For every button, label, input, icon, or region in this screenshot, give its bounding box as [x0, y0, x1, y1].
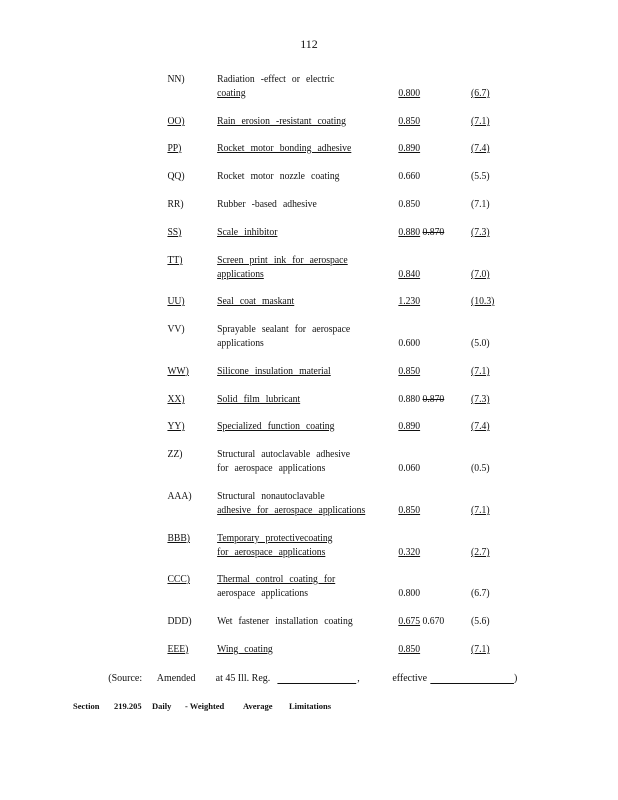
item-description: Scale inhibitor: [217, 227, 278, 238]
item-description: Temporary protectivecoating: [217, 533, 333, 544]
source-effective: effective: [392, 673, 428, 684]
item-code: CCC): [167, 574, 190, 585]
item-converted: (7.0): [471, 269, 490, 280]
item-code: UU): [167, 296, 185, 307]
item-description: Radiation -effect or electric: [217, 74, 335, 85]
item-code: ZZ): [167, 449, 183, 460]
item-converted: (7.1): [471, 366, 490, 377]
item-description: Rocket motor nozzle coating: [217, 171, 340, 182]
register-blank: [277, 673, 356, 684]
item-code: WW): [167, 366, 189, 377]
item-code: VV): [167, 324, 185, 335]
item-description: Sprayable sealant for aerospace: [217, 324, 351, 335]
effective-blank: [430, 673, 514, 684]
item-value: 0.060: [398, 463, 421, 474]
item-converted: (7.1): [471, 116, 490, 127]
item-value: 0.600: [398, 338, 421, 349]
item-description: Wing coating: [217, 644, 273, 655]
item-value: 0.890: [398, 421, 421, 432]
item-code: EEE): [167, 644, 189, 655]
source-amended: Amended: [156, 673, 196, 684]
item-converted: (7.3): [471, 227, 490, 238]
item-converted: (6.7): [471, 88, 490, 99]
item-converted: (7.1): [471, 199, 490, 210]
item-converted: (7.4): [471, 143, 490, 154]
item-value-struck: 0.870: [422, 394, 445, 405]
item-value: 1.230: [398, 296, 421, 307]
item-code: QQ): [167, 171, 185, 182]
item-value: 0.850: [398, 366, 421, 377]
item-description: Rain erosion -resistant coating: [217, 116, 346, 127]
item-value: 0.850: [398, 116, 421, 127]
item-code: AAA): [167, 491, 192, 502]
item-description: Screen print ink for aerospace: [217, 255, 348, 266]
section-number: 219.205: [114, 701, 142, 711]
source-register: at 45 Ill. Reg.: [215, 673, 271, 684]
item-description-line2: applications: [217, 338, 264, 349]
item-value: 0.850: [398, 644, 421, 655]
page-number: 112: [300, 37, 318, 51]
item-value: 0.850: [398, 199, 421, 210]
section-word-3: Average: [243, 701, 273, 711]
item-code: OO): [167, 116, 185, 127]
section-word-1: Daily: [152, 701, 172, 711]
item-converted: (7.4): [471, 421, 490, 432]
section-word-4: Limitations: [289, 701, 332, 711]
item-converted: (5.6): [471, 616, 490, 627]
source-open: (Source:: [108, 673, 143, 684]
item-value: 0.850: [398, 505, 421, 516]
item-value: 0.800: [398, 88, 421, 99]
item-description-line2: adhesive for aerospace applications: [217, 505, 366, 516]
item-code: YY): [167, 421, 185, 432]
item-value: 0.675: [398, 616, 421, 627]
item-value: 0.800: [398, 588, 421, 599]
item-description: Thermal control coating for: [217, 574, 336, 585]
item-code: TT): [167, 255, 183, 266]
item-description-line2: applications: [217, 269, 264, 280]
item-value: 0.840: [398, 269, 421, 280]
source-comma: ,: [357, 673, 360, 684]
item-description-line2: for aerospace applications: [217, 547, 326, 558]
item-value-extra: 0.670: [422, 616, 445, 627]
item-description: Structural autoclavable adhesive: [217, 449, 351, 460]
item-converted: (5.0): [471, 338, 490, 349]
item-value-struck: 0.870: [422, 227, 445, 238]
item-description: Solid film lubricant: [217, 394, 301, 405]
item-description: Wet fastener installation coating: [217, 616, 353, 627]
item-converted: (7.1): [471, 644, 490, 655]
item-value: 0.320: [398, 547, 421, 558]
item-code: SS): [167, 227, 182, 238]
item-value: 0.880: [398, 227, 421, 238]
section-label: Section: [73, 701, 100, 711]
item-converted: (5.5): [471, 171, 490, 182]
item-description: Silicone insulation material: [217, 366, 331, 377]
item-code: XX): [167, 394, 185, 405]
item-description: Rubber -based adhesive: [217, 199, 317, 210]
item-code: PP): [167, 143, 182, 154]
item-value: 0.660: [398, 171, 421, 182]
item-description-line2: aerospace applications: [217, 588, 308, 599]
item-converted: (7.1): [471, 505, 490, 516]
item-value: 0.880: [398, 394, 421, 405]
item-value: 0.890: [398, 143, 421, 154]
item-code: NN): [167, 74, 185, 85]
item-description: Seal coat maskant: [217, 296, 295, 307]
source-close: ): [513, 673, 518, 684]
item-description-line2: for aerospace applications: [217, 463, 326, 474]
item-converted: (2.7): [471, 547, 490, 558]
item-converted: (6.7): [471, 588, 490, 599]
item-converted: (7.3): [471, 394, 490, 405]
item-code: BBB): [167, 533, 190, 544]
item-converted: (0.5): [471, 463, 490, 474]
item-description: Structural nonautoclavable: [217, 491, 325, 502]
item-description: Specialized function coating: [217, 421, 335, 432]
item-description: Rocket motor bonding adhesive: [217, 143, 352, 154]
item-description-line2: coating: [217, 88, 246, 99]
section-word-2: - Weighted: [185, 701, 225, 711]
item-code: RR): [167, 199, 184, 210]
item-code: DDD): [167, 616, 192, 627]
item-converted: (10.3): [471, 296, 495, 307]
